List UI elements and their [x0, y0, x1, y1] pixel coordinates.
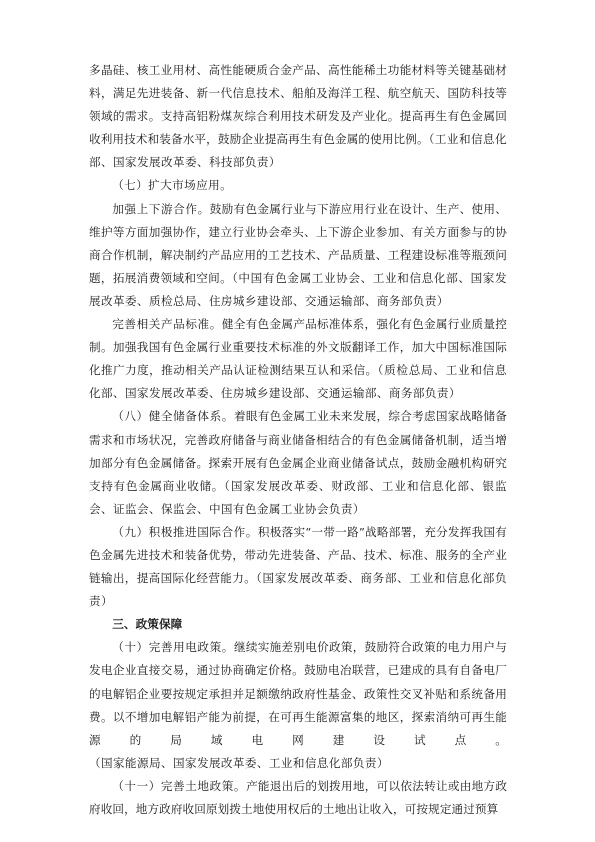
- paragraph-body: 继续实施差别电价政策，鼓励符合政策的电力用户与发电企业直接交易，通过协商确定价格。鼓励电冶联营，已建成的具有自备电厂的电解铝企业要按规定承担并足额缴纳政府性基金、政策性交叉补贴和系统备用费。以不增加电解铝产能为前提，在可再生能源富集的地区，探索消纳可再生能源的局域电网建设试点。: [89, 640, 507, 747]
- responsible-departments: （国家发展改革委、商务部、工业和信息化部负责）: [89, 571, 507, 609]
- section-lead: （八）健全储备体系。: [112, 409, 234, 424]
- section-10-electricity-policy: [89, 636, 507, 775]
- document-page: [89, 59, 507, 821]
- chapter-heading-policy-support: 三、政策保障: [112, 617, 183, 632]
- paragraph-body: 着眼有色金属工业未来发展，综合考虑国家战略储备需求和市场状况，完善政府储备与商业储备相结合的有色金属储备机制，适当增加部分有色金属储备。探索开展有色金属企业商业储备试点，鼓励金融机构研究支持有色金属商业收储。: [89, 409, 507, 493]
- responsible-departments: （国家发展改革委、财政部、工业和信息化部、银监会、证监会、保监会、中国有色金属工业协会负责）: [89, 478, 508, 516]
- paragraph-materials: [89, 59, 507, 174]
- responsible-departments: （质检总局、工业和信息化部、国家发展改革委、住房城乡建设部、交通运输部、商务部负责）: [89, 363, 507, 401]
- paragraph-body: 多晶硅、核工业用材、高性能硬质合金产品、高性能稀土功能材料等关键基础材料，满足先进装备、新一代信息技术、船舶及海洋工程、航空航天、国防科技等领域的需求。支持高铝粉煤灰综合利用技术研发及产业化。提高再生有色金属回收利用技术和装备水平，鼓励企业提高再生有色金属的使用比例。: [89, 63, 507, 147]
- paragraph-upstream-cooperation: [89, 198, 507, 313]
- paragraph-body: 积极落实“一带一路”战略部署，充分发挥我国有色金属先进技术和装备优势，带动先进装备、产品、技术、标准、服务的全产业链输出，提高国际化经营能力。: [89, 524, 507, 586]
- section-lead: （十一）完善土地政策。: [112, 778, 247, 793]
- section-lead: （十）完善用电政策。: [112, 640, 234, 655]
- responsible-departments: （国家能源局、国家发展改革委、工业和信息化部负责）: [89, 755, 389, 770]
- section-lead: （九）积极推进国际合作。: [112, 524, 258, 539]
- section-9-international-cooperation: [89, 521, 507, 613]
- section-11-land-policy: [89, 775, 507, 821]
- paragraph-lead: 完善相关产品标准。: [112, 317, 222, 332]
- paragraph-body: 鼓励有色金属行业与下游应用行业在设计、生产、使用、维护等方面加强协作，建立行业协会牵头、上下游企业参加、有关方面参与的协商合作机制，解决制约产品应用的工艺技术、产品质量、工程建设标准等瓶颈问题，拓展消费领域和空间。: [89, 201, 507, 285]
- section-8-reserve-system: [89, 405, 507, 520]
- paragraph-body: 健全有色金属产品标准体系，强化有色金属行业质量控制。加强我国有色金属行业重要技术标准的外文版翻译工作，加大中国标准国际化推广力度，推动相关产品认证检测结果互认和采信。: [89, 317, 508, 378]
- section-lead: （七）扩大市场应用。: [112, 178, 233, 193]
- section-7-title: [89, 174, 507, 197]
- responsible-departments: （工业和信息化部、国家发展改革委、科技部负责）: [89, 132, 507, 170]
- paragraph-product-standards: [89, 313, 507, 405]
- responsible-departments: （中国有色金属工业协会、工业和信息化部、国家发展改革委、质检总局、住房城乡建设部、交通运输部、商务部负责）: [89, 270, 507, 308]
- paragraph-body: 产能退出后的划拨用地，可以依法转让或由地方政府收回，地方政府收回原划拨土地使用权后的土地出让收入，可按规定通过预算: [89, 778, 508, 816]
- paragraph-lead: 加强上下游合作。: [112, 201, 210, 216]
